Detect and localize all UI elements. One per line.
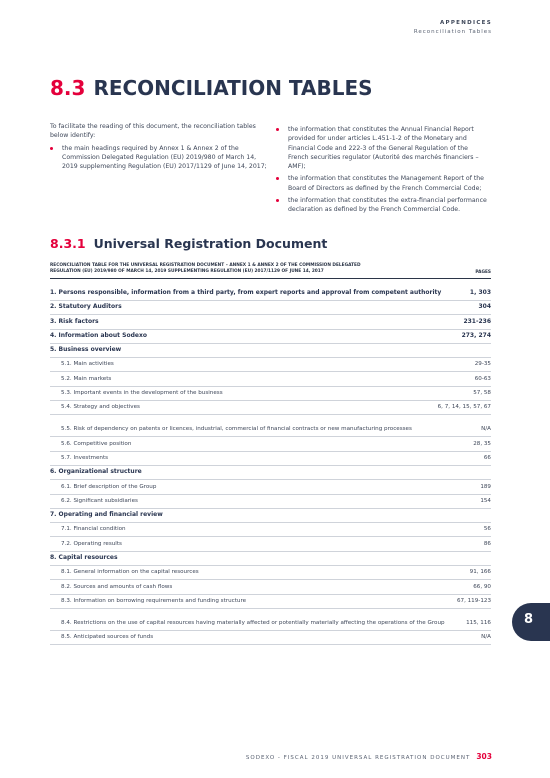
table-row xyxy=(50,566,491,580)
row-label: 5.6. Competitive position xyxy=(61,440,132,447)
table-body xyxy=(50,279,491,645)
reconciliation-table xyxy=(50,263,491,645)
section-number: 8.3.1 xyxy=(50,236,86,251)
row-label: 1. Persons responsible, information from a third party, from expert reports and approval from competent authority xyxy=(50,289,442,296)
row-label: 7. Operating and financial review xyxy=(50,511,163,519)
table-section-row xyxy=(50,344,491,358)
row-pages: 154 xyxy=(480,497,491,504)
table-section-row xyxy=(50,279,491,301)
chapter-tab-label: 8 xyxy=(524,612,534,627)
row-label: 3. Risk factors xyxy=(50,317,99,325)
row-label: 5.3. Important events in the development of the business xyxy=(61,390,223,397)
row-label: 5.7. Investments xyxy=(61,454,109,461)
row-pages: 1, 303 xyxy=(469,289,491,296)
section-heading xyxy=(50,236,327,251)
table-row xyxy=(50,415,491,437)
intro-bullets-left xyxy=(50,144,268,172)
row-label: 6. Organizational structure xyxy=(50,468,142,476)
row-label: 4. Information about Sodexo xyxy=(50,331,147,339)
page-number: 303 xyxy=(476,752,492,761)
row-pages: 189 xyxy=(480,483,491,490)
running-header xyxy=(414,20,492,35)
row-pages: N/A xyxy=(481,426,491,433)
row-label: 8.4. Restrictions on the use of capital resources having materially affected or potentially materially affecting the operations of the Group xyxy=(61,619,445,626)
table-section-row xyxy=(50,330,491,344)
pages-column-header: PAGES xyxy=(475,270,491,275)
row-label: 5.4. Strategy and objectives xyxy=(61,404,140,411)
row-label: 5.2. Main markets xyxy=(61,375,112,382)
row-label: 7.2. Operating results xyxy=(61,540,122,547)
table-row xyxy=(50,537,491,551)
table-row xyxy=(50,595,491,609)
table-row xyxy=(50,437,491,451)
table-caption: RECONCILIATION TABLE FOR THE UNIVERSAL REGISTRATION DOCUMENT – ANNEX 1 & ANNEX 2 OF THE COMMISSION DELEGATED REGULATION (EU) 2019/980 OF MARCH 14, 2019 SUPPLEMENTING REGULATION (EU) 2017/1129 OF JUNE 14, 2017 xyxy=(50,263,361,274)
table-row xyxy=(50,523,491,537)
table-row xyxy=(50,480,491,494)
intro-bullet: the information that constitutes the extra-financial performance declaration as defined by the French Commercial Code. xyxy=(276,196,490,215)
table-section-row xyxy=(50,466,491,480)
row-pages: N/A xyxy=(481,634,491,641)
table-row xyxy=(50,631,491,645)
table-row xyxy=(50,495,491,509)
row-pages: 56 xyxy=(483,526,491,533)
page-title-number: 8.3 xyxy=(50,76,86,100)
row-pages: 273, 274 xyxy=(461,331,491,339)
row-label: 2. Statutory Auditors xyxy=(50,303,122,311)
table-section-row xyxy=(50,315,491,329)
row-label: 6.1. Brief description of the Group xyxy=(61,483,157,490)
row-label: 5. Business overview xyxy=(50,346,122,354)
table-row xyxy=(50,609,491,631)
row-pages: 231-236 xyxy=(463,317,491,325)
row-pages: 115, 116 xyxy=(466,619,491,626)
intro-left-column xyxy=(50,122,268,174)
intro-bullets-right xyxy=(276,125,490,215)
table-row xyxy=(50,452,491,466)
row-label: 5.5. Risk of dependency on patents or licences, industrial, commercial of financial contracts or new manufacturing processes xyxy=(61,426,412,433)
table-row xyxy=(50,401,491,415)
page-title xyxy=(50,76,373,100)
row-label: 5.1. Main activities xyxy=(61,361,114,368)
row-pages: 29-35 xyxy=(474,361,491,368)
section-title: Universal Registration Document xyxy=(93,236,328,251)
row-label: 7.1. Financial condition xyxy=(61,526,126,533)
row-pages: 66, 90 xyxy=(473,583,491,590)
row-pages: 91, 166 xyxy=(469,569,491,576)
row-pages: 67, 119-123 xyxy=(456,597,491,604)
page-footer xyxy=(246,752,492,761)
row-label: 8.5. Anticipated sources of funds xyxy=(61,634,154,641)
table-row xyxy=(50,358,491,372)
page-title-text: RECONCILIATION TABLES xyxy=(93,76,373,100)
row-label: 8.1. General information on the capital resources xyxy=(61,569,199,576)
table-header xyxy=(50,263,491,279)
intro-right-column xyxy=(276,122,490,218)
row-pages: 66 xyxy=(483,454,491,461)
row-label: 8.3. Information on borrowing requirements and funding structure xyxy=(61,597,247,604)
row-label: 8.2. Sources and amounts of cash flows xyxy=(61,583,173,590)
row-pages: 28, 35 xyxy=(473,440,491,447)
table-row xyxy=(50,387,491,401)
intro-bullet: the information that constitutes the Annual Financial Report provided for under articles L.451-1-2 of the Monetary and Financial Code and 222-3 of the General Regulation of the French securities regulator (Autorité des marchés financiers – AMF); xyxy=(276,125,490,171)
table-section-row xyxy=(50,301,491,315)
row-label: 6.2. Significant subsidiaries xyxy=(61,497,138,504)
header-subsection: Reconciliation Tables xyxy=(413,29,492,35)
table-section-row xyxy=(50,509,491,523)
row-pages: 6, 7, 14, 15, 57, 67 xyxy=(437,404,491,411)
intro-lead: To facilitate the reading of this document, the reconciliation tables below identify: xyxy=(50,123,256,140)
row-pages: 304 xyxy=(478,303,491,311)
chapter-tab[interactable] xyxy=(512,603,550,641)
row-pages: 60-63 xyxy=(474,375,491,382)
row-pages: 86 xyxy=(483,540,491,547)
header-section: APPENDICES xyxy=(439,20,492,26)
intro-bullet: the main headings required by Annex 1 & Annex 2 of the Commission Delegated Regulation (EU) 2019/980 of March 14, 2019 supplementing Regulation (EU) 2017/1129 of June 14, 2017; xyxy=(50,144,268,172)
table-section-row xyxy=(50,552,491,566)
intro-bullet: the information that constitutes the Management Report of the Board of Directors as defined by the French Commercial Code; xyxy=(276,174,490,193)
table-row xyxy=(50,580,491,594)
table-row xyxy=(50,372,491,386)
row-label: 8. Capital resources xyxy=(50,554,118,562)
row-pages: 57, 58 xyxy=(473,390,491,397)
footer-text: SODEXO - FISCAL 2019 UNIVERSAL REGISTRATION DOCUMENT xyxy=(245,755,471,761)
